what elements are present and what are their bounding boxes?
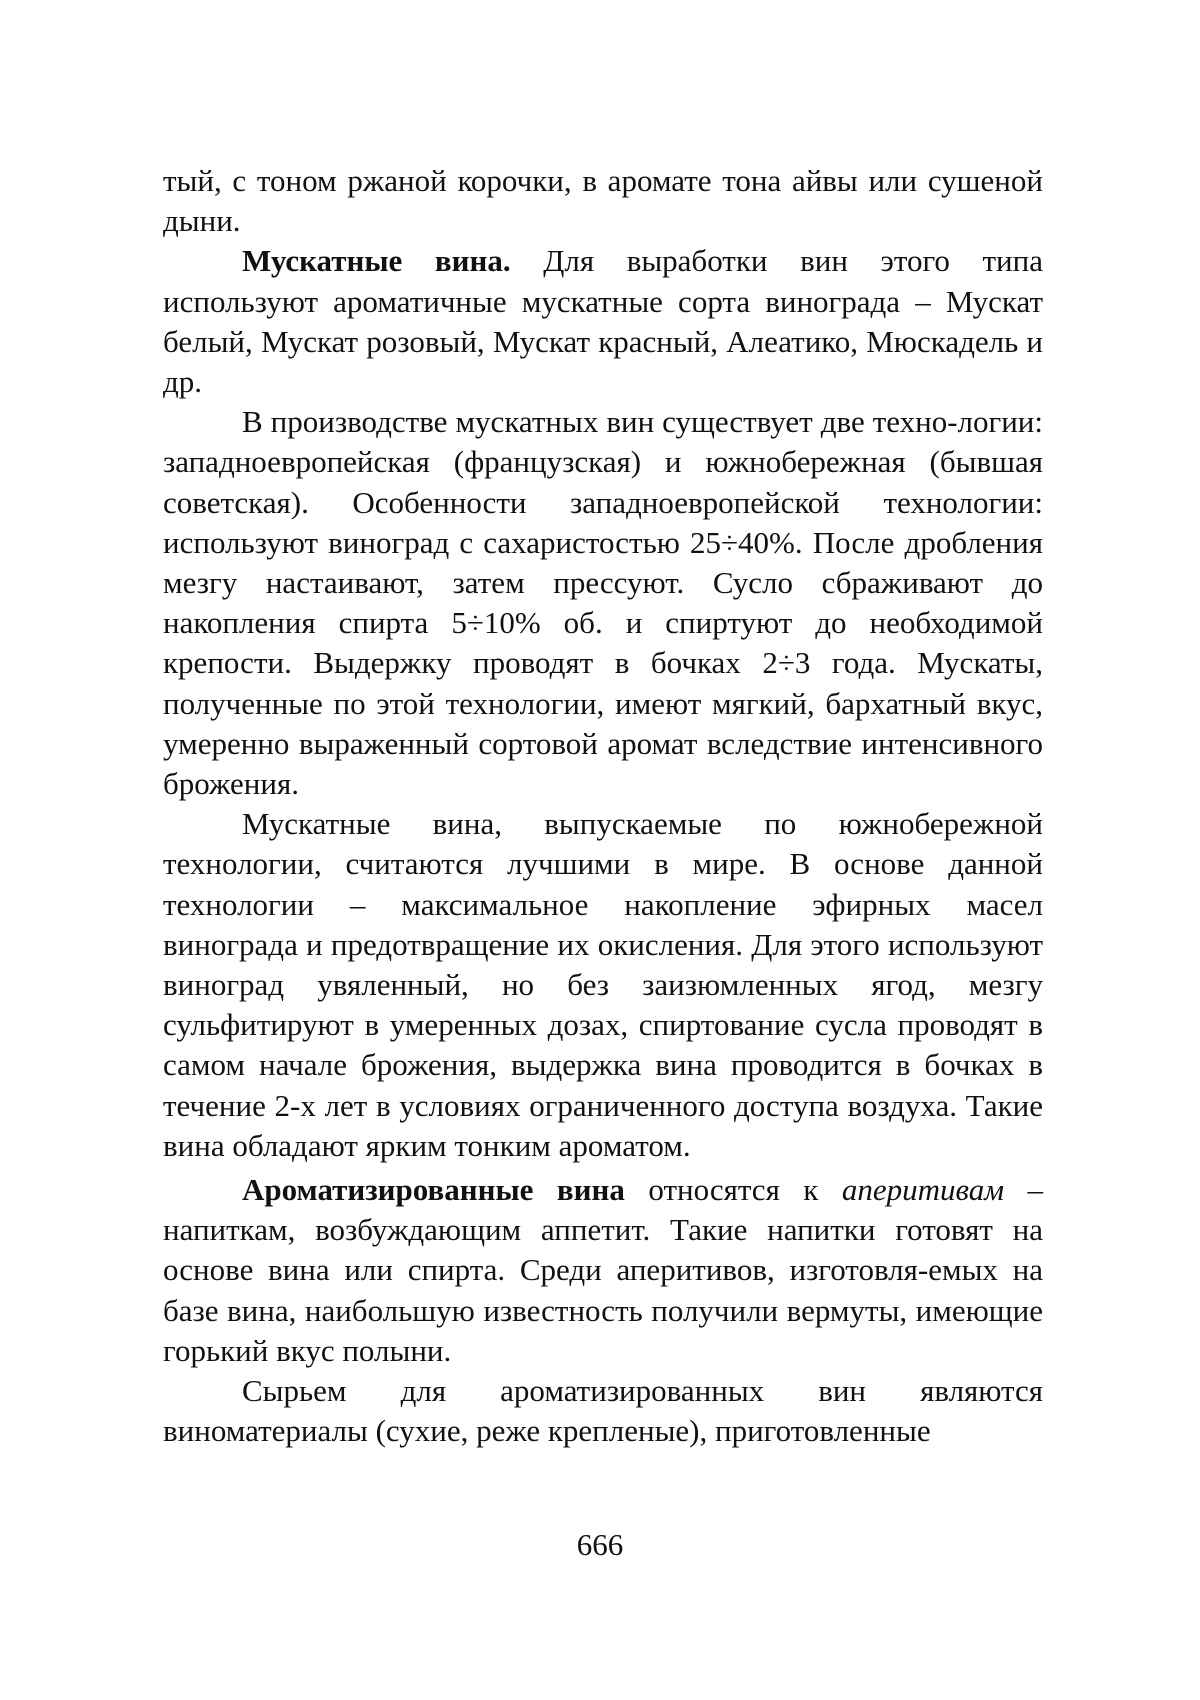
section-heading-muscat: Мускатные вина. bbox=[242, 243, 511, 279]
paragraph-text: В производстве мускатных вин существует две техно-логии: западноевропейская (французская) и южнобережная (бывшая советская). Особенности западноевропейской технологии: используют виноград с сахаристостью 25÷40%. После дробления мезгу настаивают, затем прессуют. Сусло сбраживают до накопления спирта 5÷10% об. и спиртуют до необходимой крепости. Выдержку проводят в бочках 2÷3 года. Мускаты, полученные по этой технологии, имеют мягкий, бархатный вкус, умеренно выраженный сортовой аромат вследствие интенсивного брожения. bbox=[163, 404, 1043, 802]
paragraph-text: Сырьем для ароматизированных вин являются виноматериалы (сухие, реже крепленые), приготовленные bbox=[163, 1373, 1043, 1449]
paragraph-text: Мускатные вина, выпускаемые по южнобережной технологии, считаются лучшими в мире. В основе данной технологии – максимальное накопление эфирных масел винограда и предотвращение их окисления. Для этого используют виноград увяленный, но без заизюмленных ягод, мезгу сульфитируют в умеренных дозах, спиртование сусла проводят в самом начале брожения, выдержка вина проводится в бочках в течение 2-х лет в условиях ограниченного доступа воздуха. Такие вина обладают ярким тонким ароматом. bbox=[163, 806, 1043, 1163]
paragraph-aromatized-wines bbox=[163, 1170, 1043, 1371]
italic-term: аперитивам bbox=[841, 1172, 1005, 1208]
paragraph-text: Для выработки вин этого типа используют ароматичные мускатные сорта винограда – Мускат белый, Мускат розовый, Мускат красный, Алеатико, Мюскадель и др. bbox=[163, 243, 1043, 400]
paragraph-technologies bbox=[163, 402, 1043, 804]
paragraph-raw-materials bbox=[163, 1371, 1043, 1451]
paragraph-text: – напиткам, возбуждающим аппетит. Такие напитки готовят на основе вина или спирта. Среди аперитивов, изготовля-емых на базе вина, наибольшую известность получили вермуты, имеющие горький вкус полыни. bbox=[163, 1172, 1044, 1368]
paragraph-text-lead: относятся к bbox=[624, 1172, 842, 1208]
paragraph-text: тый, с тоном ржаной корочки, в аромате тона айвы или сушеной дыни. bbox=[163, 163, 1043, 239]
paragraph-southern-technology bbox=[163, 804, 1043, 1166]
page-number: 666 bbox=[576, 1527, 624, 1562]
body-text bbox=[163, 161, 1043, 1452]
section-heading-aromatized: Ароматизированные вина bbox=[242, 1172, 625, 1208]
paragraph-continuation bbox=[163, 161, 1043, 241]
paragraph-muscat-wines bbox=[163, 241, 1043, 402]
